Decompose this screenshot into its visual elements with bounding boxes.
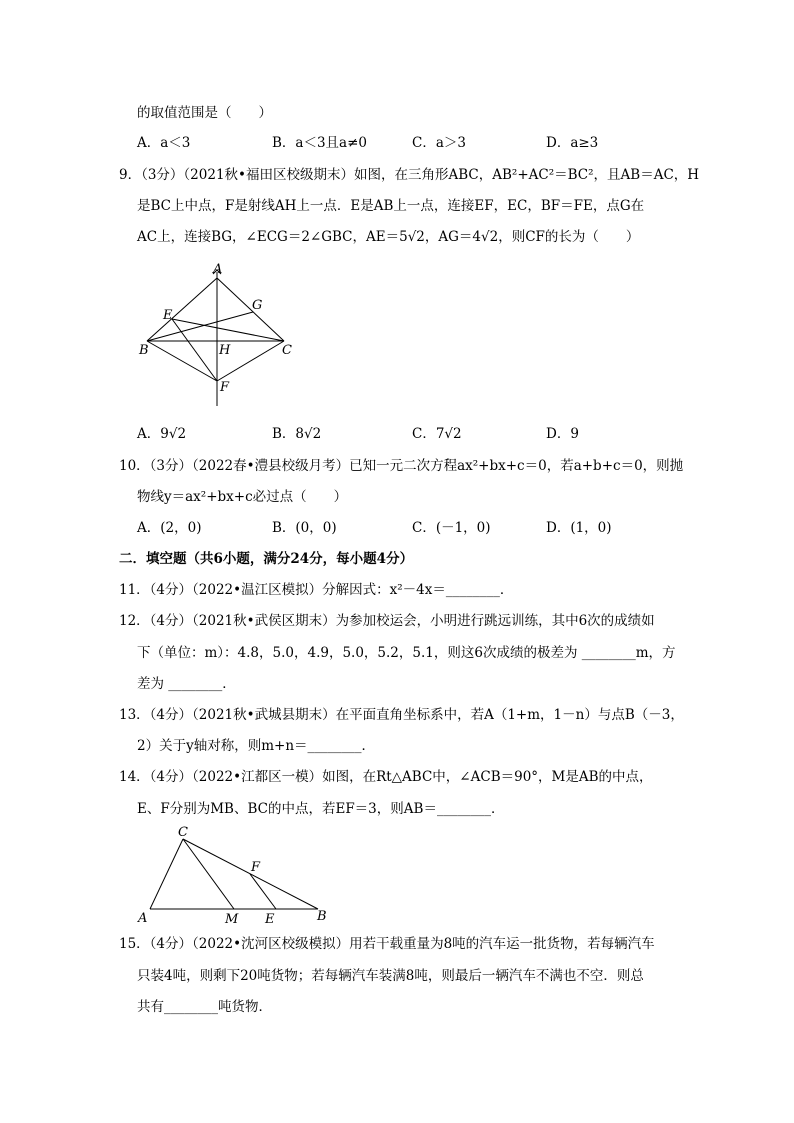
q14-label-m: M bbox=[225, 912, 239, 927]
q15-stem-line1: 15．（4分）（2022•沈河区校级模拟）用若干载重量为8吨的汽车运一批货物，若每辆汽车 bbox=[119, 936, 655, 952]
q14-stem-line1: 14．（4分）（2022•江都区一模）如图，在Rt△ABC中，∠ACB＝90°，M是AB的中点， bbox=[119, 769, 653, 785]
section-2-title: 二．填空题（共6小题，满分24分，每小题4分） bbox=[119, 551, 414, 567]
q10-option-d: D．(1，0) bbox=[546, 520, 612, 536]
q12-stem-line1: 12．（4分）（2021秋•武侯区期末）为参加校运会，小明进行跳远训练，其中6次的成绩如 bbox=[119, 613, 655, 629]
q15-stem-line3: 共有________吨货物． bbox=[137, 999, 272, 1015]
q14-figure bbox=[135, 822, 335, 927]
q9-option-d: D．9 bbox=[546, 426, 579, 442]
q13-stem-line1: 13．（4分）（2021秋•武城县期末）在平面直角坐标系中，若A（1+m，1－n）与点B（－3， bbox=[119, 707, 684, 723]
q9-label-f: F bbox=[220, 380, 230, 395]
q9-label-h: H bbox=[219, 343, 231, 358]
q15-stem-line2: 只装4吨，则剩下20吨货物；若每辆汽车装满8吨，则最后一辆汽车不满也不空．则总 bbox=[137, 968, 644, 984]
q9-stem-line3: AC上，连接BG，∠ECG＝2∠GBC，AE＝5√2，AG＝4√2，则CF的长为（ ） bbox=[137, 229, 640, 245]
q9-options bbox=[0, 424, 794, 444]
q9-stem-line1: 9．（3分）（2021秋•福田区校级期末）如图，在三角形ABC，AB²+AC²＝BC²，且AB＝AC，H bbox=[119, 167, 700, 183]
q9-label-c: C bbox=[282, 343, 292, 358]
q11-stem-line1: 11．（4分）（2022•温江区模拟）分解因式：x²－4x＝________． bbox=[119, 582, 514, 598]
q9-option-c: C．7√2 bbox=[412, 426, 462, 442]
q8-option-d: D．a≥3 bbox=[546, 135, 599, 151]
q8-options bbox=[0, 133, 794, 153]
q9-figure bbox=[135, 260, 305, 410]
q14-segment-cm bbox=[183, 839, 234, 909]
q8-option-a: A．a＜3 bbox=[137, 135, 191, 151]
q10-stem-line1: 10．（3分）（2022春•澧县校级月考）已知一元二次方程ax²+bx+c＝0，若a+b+c＝0，则抛 bbox=[119, 458, 684, 474]
q14-label-f: F bbox=[251, 860, 261, 875]
q14-segment-ac bbox=[150, 839, 183, 909]
q9-stem-line2: 是BC上中点，F是射线AH上一点．E是AB上一点，连接EF，EC，BF＝FE，点G在 bbox=[137, 198, 645, 214]
q8-option-c: C．a＞3 bbox=[412, 135, 466, 151]
q12-stem-line3: 差为 ________． bbox=[137, 676, 236, 692]
q14-label-e: E bbox=[265, 912, 275, 927]
q10-option-c: C．(－1，0) bbox=[412, 520, 491, 536]
q10-options bbox=[0, 518, 794, 538]
q9-label-b: B bbox=[139, 343, 149, 358]
q8-stem-tail: 的取值范围是（ ） bbox=[137, 105, 272, 121]
q13-stem-line2: 2）关于y轴对称，则m+n＝________． bbox=[137, 738, 376, 754]
q14-label-c: C bbox=[178, 825, 188, 840]
q10-option-a: A．(2，0) bbox=[137, 520, 202, 536]
q9-segment-ac bbox=[217, 278, 284, 341]
q14-stem-line2: E、F分别为MB、BC的中点，若EF＝3，则AB＝________． bbox=[137, 801, 505, 817]
q8-option-b: B．a＜3且a≠0 bbox=[272, 135, 368, 151]
q10-option-b: B．(0，0) bbox=[272, 520, 337, 536]
q9-label-e: E bbox=[163, 308, 173, 323]
q9-label-a: A bbox=[213, 262, 223, 277]
q14-label-a: A bbox=[138, 911, 148, 926]
q12-stem-line2: 下（单位：m）：4.8，5.0，4.9，5.0，5.2，5.1，则这6次成绩的极差为 ________m，方 bbox=[137, 645, 676, 661]
q9-label-g: G bbox=[252, 298, 263, 313]
q9-option-a: A．9√2 bbox=[137, 426, 187, 442]
q14-label-b: B bbox=[317, 909, 327, 924]
q9-segment-bf bbox=[147, 341, 217, 381]
q9-option-b: B．8√2 bbox=[272, 426, 322, 442]
q14-segment-fe bbox=[250, 874, 276, 909]
q10-stem-line2: 物线y＝ax²+bx+c必过点（ ） bbox=[137, 489, 348, 505]
